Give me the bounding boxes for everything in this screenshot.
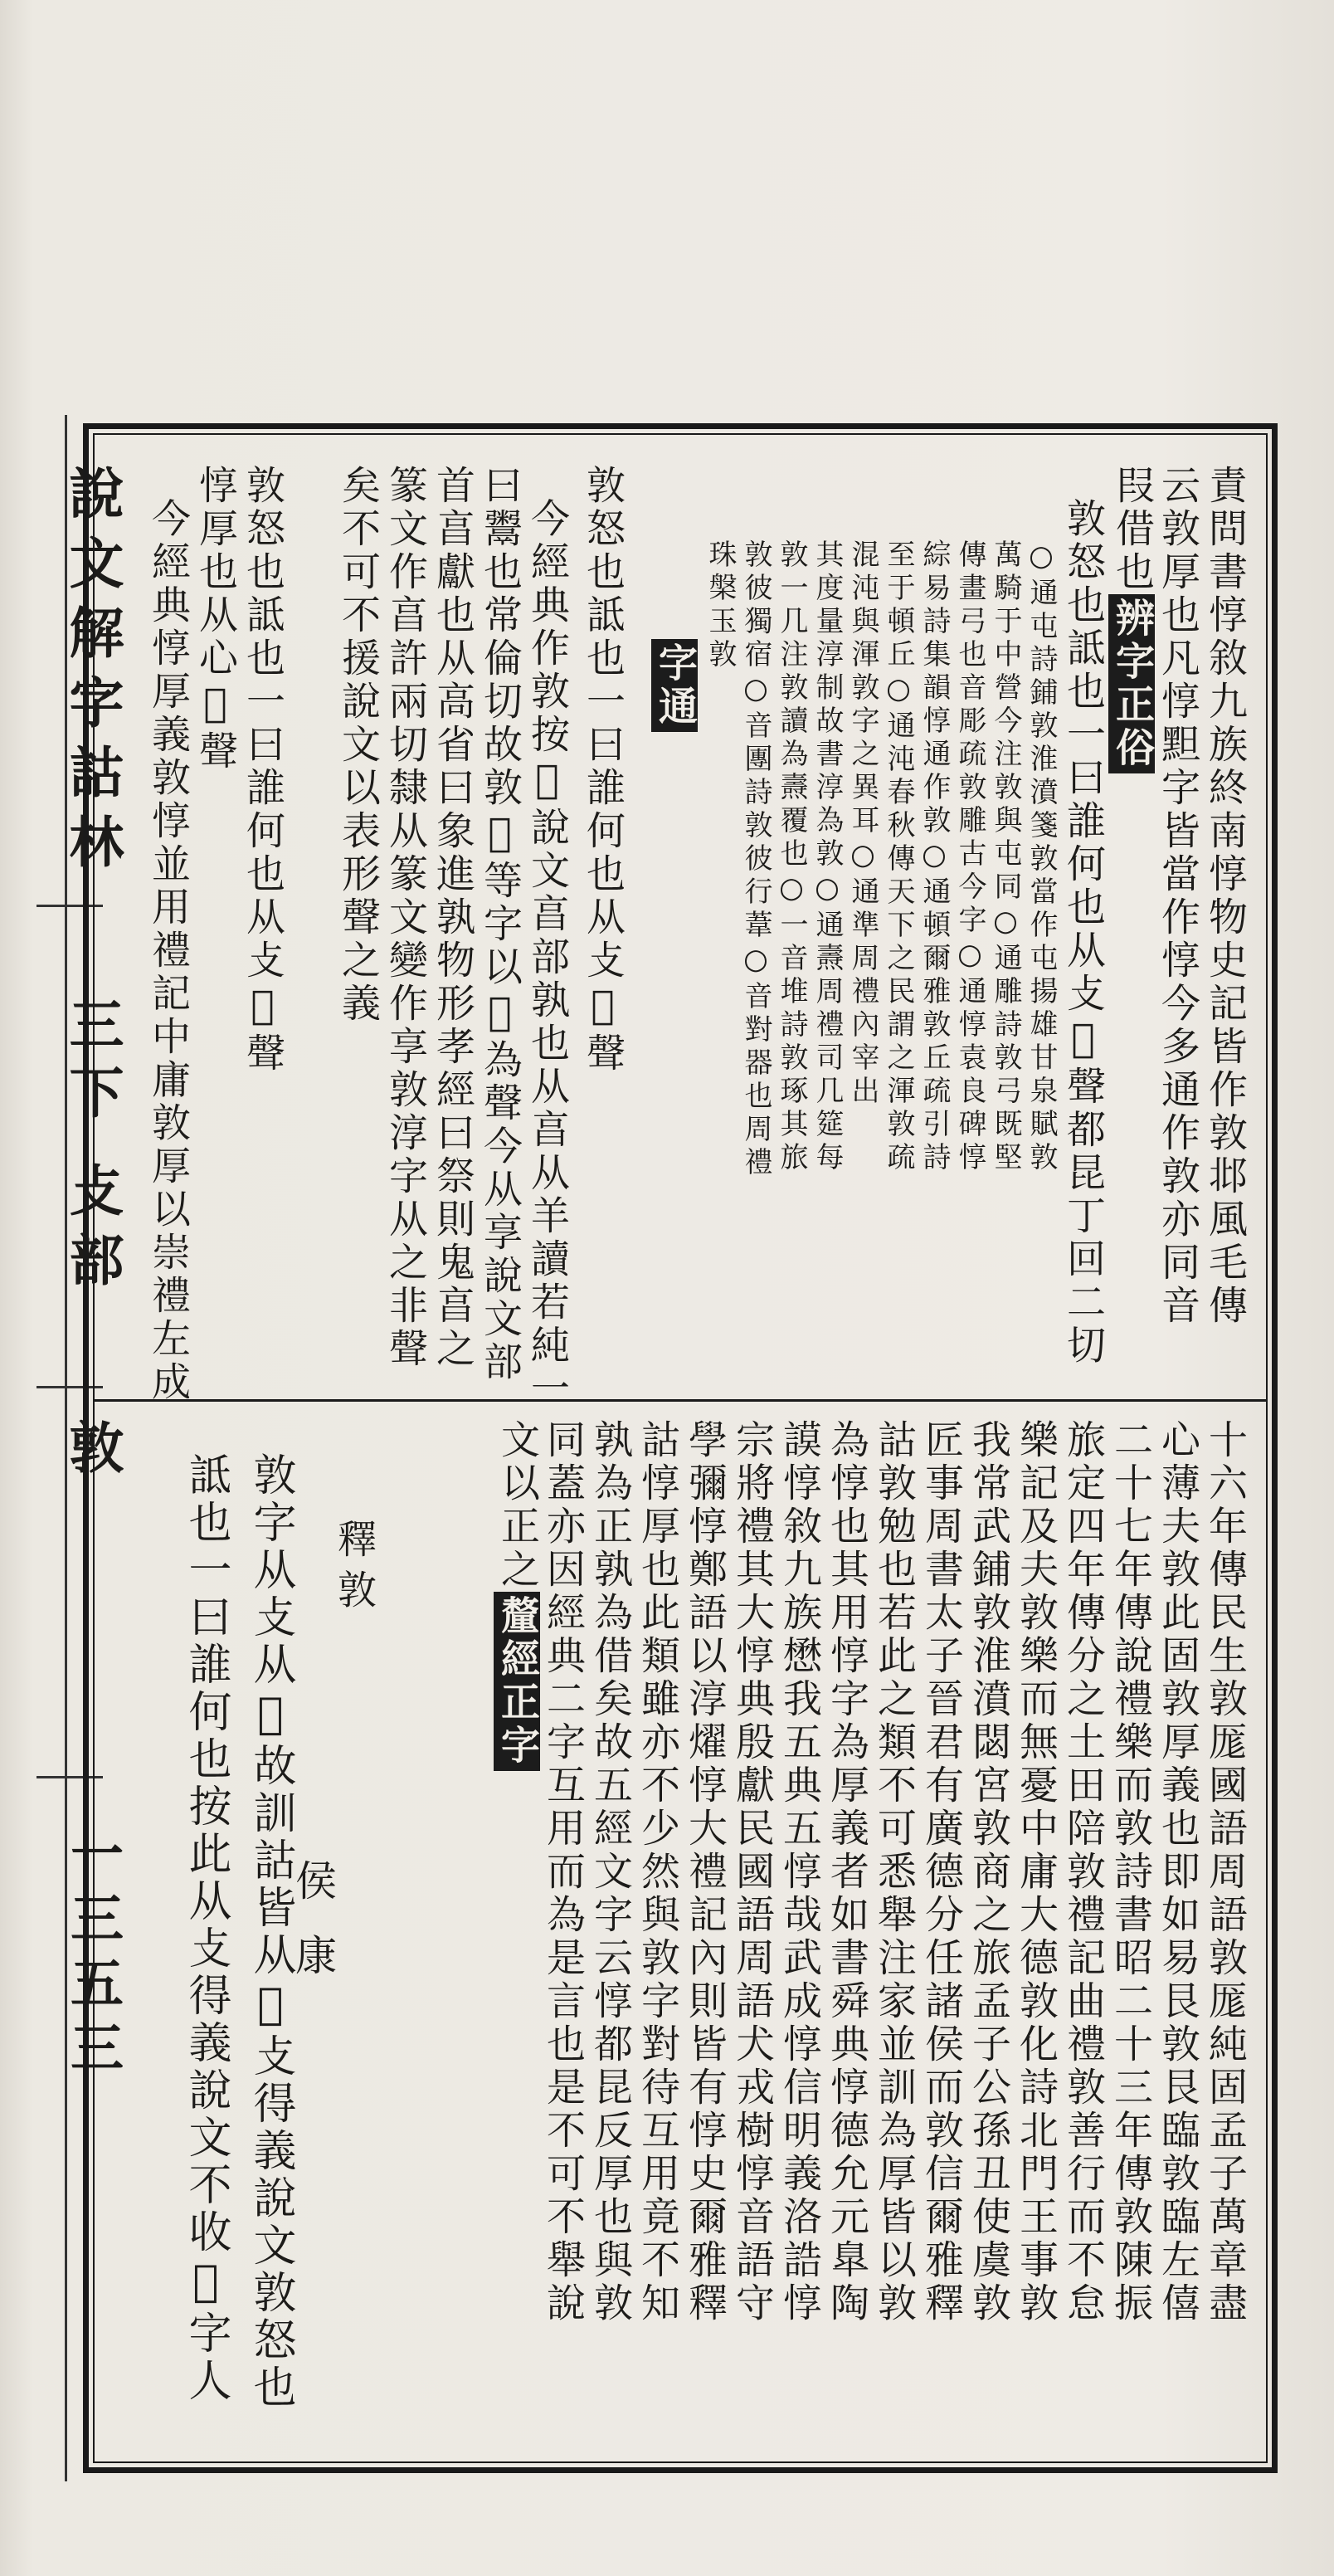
text-column: 敦怒也詆也一曰誰何也从攴𦎫聲都昆丁回二切 [1060, 498, 1106, 1368]
text-column: 責問書惇敘九族終南惇物史記皆作敦邶風毛傳 [1202, 465, 1248, 1328]
text-column: 旅定四年傳分之土田陪敦禮記曲禮敦善行而不怠 [1060, 1419, 1106, 2325]
text-column: 同蓋亦因經典二字互用而為是言也是不可不舉說 [540, 1419, 586, 2325]
text-column: 宗將禮其大惇典殷獻民國語周語犬戎樹惇音語守 [729, 1419, 775, 2325]
section-tag: 字通 [651, 639, 698, 732]
text-column: 詁惇厚也此類雖亦不少然與敦字對待互用竟不知 [635, 1419, 680, 2325]
text-column: 萬騎于中營今注敦與屯同○通雕詩敦弓既堅 [989, 539, 1022, 1175]
text-column: 我常武鋪敦淮濆閟宮敦商之旅孟子公孫丑使虞敦 [966, 1419, 1011, 2325]
text-run: 珠槃玉敦 [704, 539, 737, 672]
text-column: 篆文作亯許兩切隸从篆文變作享敦淳字从之非聲 [382, 465, 428, 1371]
text-column: 謨惇敘九族懋我五典五惇哉武成惇信明義洛誥惇 [777, 1419, 822, 2325]
text-column: ○通屯詩鋪敦淮濆箋敦當作屯揚雄甘泉賦敦 [1025, 539, 1058, 1175]
text-column: 今經典惇厚義敦惇並用禮記中庸敦厚以崇禮左成 [145, 498, 191, 1404]
text-column: 云敦厚也凡惇䵣字皆當作惇今多通作敦亦同音 [1155, 465, 1200, 1328]
text-column: 敦怒也詆也一曰誰何也从攴𦎫聲 [240, 465, 285, 1076]
text-column: 敦彼獨宿○音團詩敦彼行葦○音對器也周禮 [739, 539, 772, 1180]
book-title: 說文解字詁林 [60, 465, 124, 883]
text-column: 敦怒也詆也一曰誰何也从攴𦎫聲 [580, 465, 626, 1076]
text-column: 心薄夫敦此固敦厚義也即如易艮敦艮臨敦臨左僖 [1155, 1419, 1200, 2325]
text-column: 惇厚也从心𦎫聲 [192, 465, 238, 773]
text-column: 匠事周書太子晉君有廣德分任諸侯而敦信爾雅釋 [918, 1419, 964, 2325]
author-name: 侯康 [289, 1859, 337, 2008]
text-column: 綜易詩集韻惇通作敦○通頓爾雅敦丘疏引詩 [918, 539, 951, 1175]
text-column: 矣不可不援說文以表形聲之義 [335, 465, 381, 1026]
text-column: 敦字从攴从𦎫故訓詁皆从𦎫攴得義說文敦怒也 [246, 1452, 295, 2412]
text-column: 曰鬻也常倫切故敦𦎫等字以𦎫為聲今从享說文部 [477, 465, 523, 1384]
section-label: 攴部 [60, 1162, 124, 1301]
text-column [1108, 465, 1155, 1386]
section-tag: 辨字正俗 [1108, 594, 1155, 773]
text-column: 至于頓丘○通沌春秋傳天下之民謂之渾敦疏 [882, 539, 915, 1175]
text-column: 學彌惇鄭語以淳燿惇大禮記內則皆有惇史爾雅釋 [682, 1419, 728, 2325]
text-column: 孰為正孰為借矣故五經文字云惇都昆反厚也與敦 [587, 1419, 633, 2325]
text-column: 首亯獻也从高省曰象進孰物形孝經曰祭則鬼亯之 [430, 465, 475, 1371]
entry-character: 敦 [60, 1419, 124, 1474]
text-column: 十六年傳民生敦厖國語周語敦厖純固孟子萬章盡 [1202, 1419, 1248, 2325]
essay-title: 釋敦 [331, 1519, 377, 1620]
text-column [494, 1419, 540, 1917]
text-column: 傳畫弓也音彫疏敦雕古今字○通惇袁良碑惇 [953, 539, 986, 1175]
section-divider [93, 1399, 1268, 1402]
text-column: 二十七年傳說禮樂而敦詩書昭二十三年傳敦陳振 [1108, 1419, 1153, 2325]
text-column: 詁敦勉也若此之類不可悉舉注家並訓為厚皆以敦 [871, 1419, 917, 2325]
text-column: 為惇也其用惇字為厚義者如書舜典惇德允元臯陶 [824, 1419, 869, 2325]
text-column: 敦一几注敦讀為燾覆也○一音堆詩敦琢其旅 [775, 539, 808, 1175]
margin-rule [65, 415, 67, 2481]
volume-label: 三下 [60, 996, 124, 1132]
text-column [699, 539, 742, 788]
text-column: 其度量淳制故書淳為敦○通燾周禮司几筵每 [811, 539, 844, 1175]
page-number: 一三五三 [61, 1826, 124, 2085]
text-column: 詆也一曰誰何也按此从攴得義說文不收𢾾字人 [181, 1452, 231, 2405]
text-column: 樂記及夫敦樂而無憂中庸大德敦化詩北門王事敦 [1013, 1419, 1059, 2325]
text-column: 混沌與渾敦字之異耳○通準周禮內宰出 [846, 539, 879, 1109]
section-tag: 釐經正字 [494, 1592, 540, 1771]
text-run: 文以正之 [494, 1419, 540, 1592]
text-column [651, 639, 698, 739]
text-column: 今經典作敦按𦎫說文亯部孰也从亯从羊讀若純一 [524, 498, 570, 1411]
text-run: 叚借也 [1109, 465, 1155, 594]
